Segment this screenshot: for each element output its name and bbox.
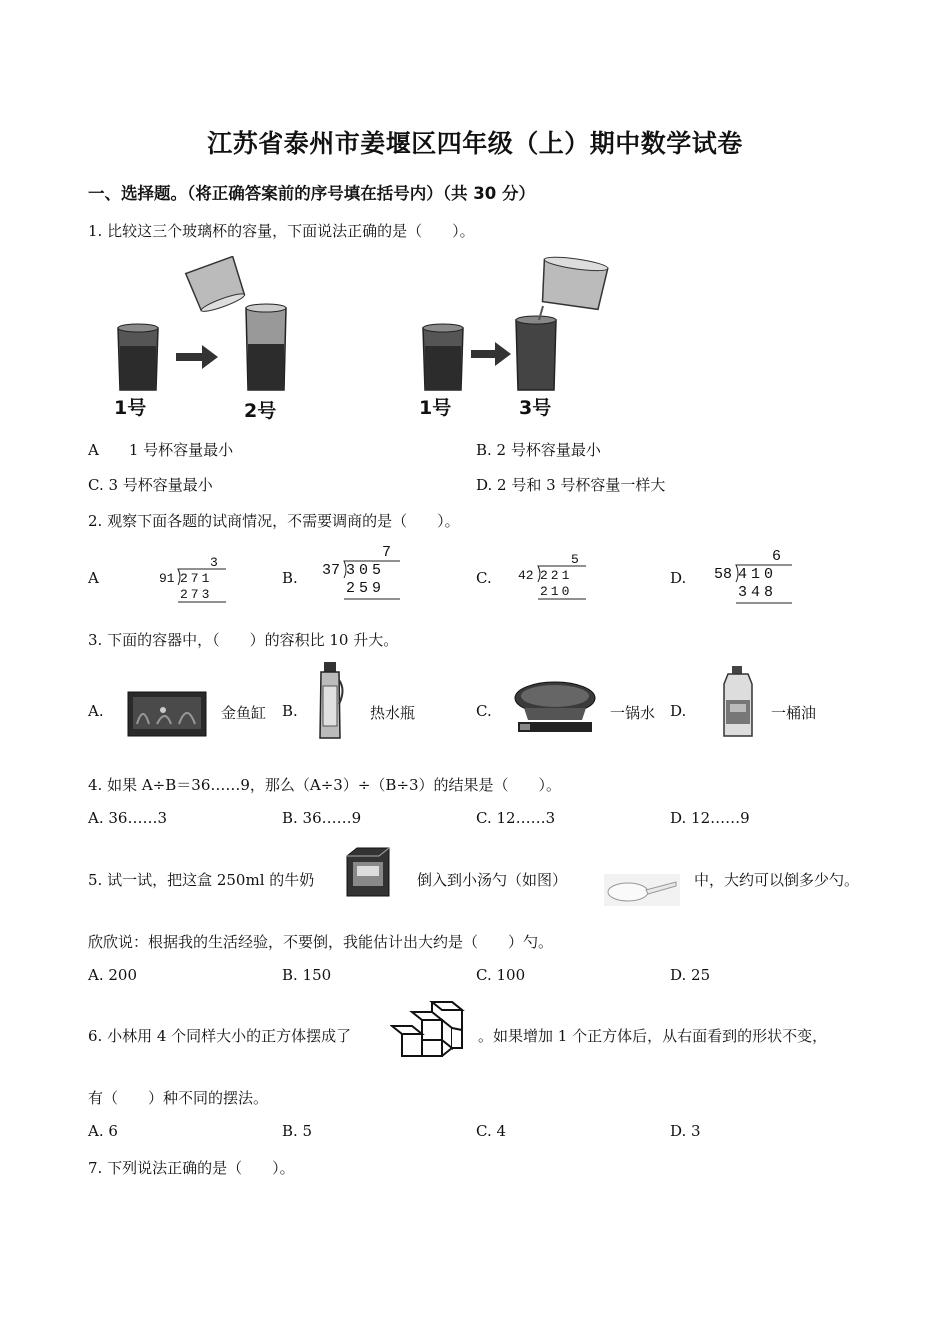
long-division-d — [712, 548, 802, 604]
question-4-text: 4. 如果 A÷B＝36……9，那么（A÷3）÷（B÷3）的结果是（ ）。 — [88, 776, 562, 794]
caption-pot: 一锅水 — [610, 704, 656, 722]
dividend: 305 — [346, 562, 386, 579]
dividend: 221 — [540, 568, 573, 583]
question-5-text-part3: 中，大约可以倒多少勺。 — [694, 871, 860, 889]
quotient: 5 — [571, 552, 579, 567]
question-5-text-part4: 欣欣说：根据我的生活经验，不要倒，我能估计出大约是（ ）勺。 — [88, 933, 554, 951]
section-heading: 一、选择题。（将正确答案前的序号填在括号内）（共 30 分） — [88, 184, 535, 203]
thermos-image — [313, 660, 347, 742]
caption-oil-barrel: 一桶油 — [771, 704, 817, 722]
caption-thermos: 热水瓶 — [370, 704, 416, 722]
milk-carton-icon — [343, 846, 393, 898]
division-bracket-icon — [320, 544, 410, 602]
q3-option-d-letter[interactable]: D. — [670, 702, 687, 720]
q6-option-a[interactable]: A. 6 — [88, 1122, 118, 1140]
product: 348 — [738, 584, 778, 601]
q2-option-d-letter[interactable]: D. — [670, 569, 687, 587]
q5-option-a[interactable]: A. 200 — [88, 966, 137, 984]
q6-option-c[interactable]: C. 4 — [476, 1122, 507, 1140]
q2-option-b-letter[interactable]: B. — [282, 569, 298, 587]
q3-option-c-letter[interactable]: C. — [476, 702, 492, 720]
dividend: 410 — [738, 566, 778, 583]
cup-label-1: 1号 — [419, 397, 452, 419]
question-3-text: 3. 下面的容器中，（ ）的容积比 10 升大。 — [88, 631, 399, 649]
quotient: 7 — [382, 544, 392, 561]
q1-option-a[interactable]: A 1 号杯容量最小 — [88, 441, 234, 459]
q4-option-c[interactable]: C. 12……3 — [476, 809, 556, 827]
cube-arrangement-image — [390, 1000, 466, 1062]
long-division-b — [320, 544, 410, 600]
q4-option-a[interactable]: A. 36……3 — [88, 809, 167, 827]
q2-option-a-letter[interactable]: A — [88, 569, 99, 587]
thermos-icon — [313, 660, 347, 742]
cup-label-1: 1号 — [114, 397, 147, 419]
page-title: 江苏省泰州市姜堰区四年级（上）期中数学试卷 — [207, 129, 743, 158]
q3-option-b-letter[interactable]: B. — [282, 702, 298, 720]
glass-comparison-image-right — [415, 256, 615, 426]
quotient: 6 — [772, 548, 782, 565]
q5-option-c[interactable]: C. 100 — [476, 966, 526, 984]
division-bracket-icon — [516, 552, 596, 602]
q6-option-b[interactable]: B. 5 — [282, 1122, 313, 1140]
divisor: 91 — [159, 571, 175, 586]
q4-option-b[interactable]: B. 36……9 — [282, 809, 362, 827]
question-6-text-part2: 。如果增加 1 个正方体后，从右面看到的形状不变， — [478, 1027, 828, 1045]
pot-image — [512, 676, 598, 736]
question-2-text: 2. 观察下面各题的试商情况，不需要调商的是（ ）。 — [88, 512, 460, 530]
oil-barrel-image — [720, 664, 756, 740]
product: 259 — [346, 580, 386, 597]
question-6-text-part3: 有（ ）种不同的摆法。 — [88, 1089, 269, 1107]
product: 273 — [180, 587, 213, 602]
oil-barrel-icon — [720, 664, 756, 740]
q5-option-d[interactable]: D. 25 — [670, 966, 711, 984]
divisor: 58 — [714, 566, 733, 583]
milk-carton-image — [343, 846, 393, 898]
dividend: 271 — [180, 571, 213, 586]
pot-icon — [512, 676, 598, 736]
product: 210 — [540, 584, 573, 599]
fish-tank-icon — [127, 690, 207, 738]
cube-arrangement-icon — [390, 1000, 466, 1062]
long-division-a — [156, 555, 236, 605]
division-bracket-icon — [156, 555, 236, 605]
divisor: 37 — [322, 562, 341, 579]
fish-tank-image — [127, 690, 207, 738]
question-5-text-part1: 5. 试一试，把这盒 250ml 的牛奶 — [88, 871, 315, 889]
quotient: 3 — [210, 555, 218, 570]
question-5-text-part2: 倒入到小汤勺（如图） — [417, 871, 568, 889]
question-6-text-part1: 6. 小林用 4 个同样大小的正方体摆成了 — [88, 1027, 352, 1045]
caption-fish-tank: 金鱼缸 — [221, 704, 267, 722]
long-division-c — [516, 552, 596, 602]
glass-comparison-image-left — [110, 256, 310, 426]
q4-option-d[interactable]: D. 12……9 — [670, 809, 750, 827]
q1-option-b[interactable]: B. 2 号杯容量最小 — [476, 441, 601, 459]
spoon-image — [604, 874, 680, 906]
cup-label-3: 3号 — [519, 397, 552, 419]
spoon-icon — [604, 874, 680, 906]
q3-option-a-letter[interactable]: A. — [88, 702, 104, 720]
q2-option-c-letter[interactable]: C. — [476, 569, 492, 587]
division-bracket-icon — [712, 548, 802, 606]
q6-option-d[interactable]: D. 3 — [670, 1122, 701, 1140]
question-7-text: 7. 下列说法正确的是（ ）。 — [88, 1159, 295, 1177]
cup-label-2: 2号 — [244, 400, 277, 422]
q1-option-d[interactable]: D. 2 号和 3 号杯容量一样大 — [476, 476, 666, 494]
divisor: 42 — [518, 568, 534, 583]
q5-option-b[interactable]: B. 150 — [282, 966, 332, 984]
question-1-text: 1. 比较这三个玻璃杯的容量，下面说法正确的是（ ）。 — [88, 222, 475, 240]
q1-option-c[interactable]: C. 3 号杯容量最小 — [88, 476, 213, 494]
